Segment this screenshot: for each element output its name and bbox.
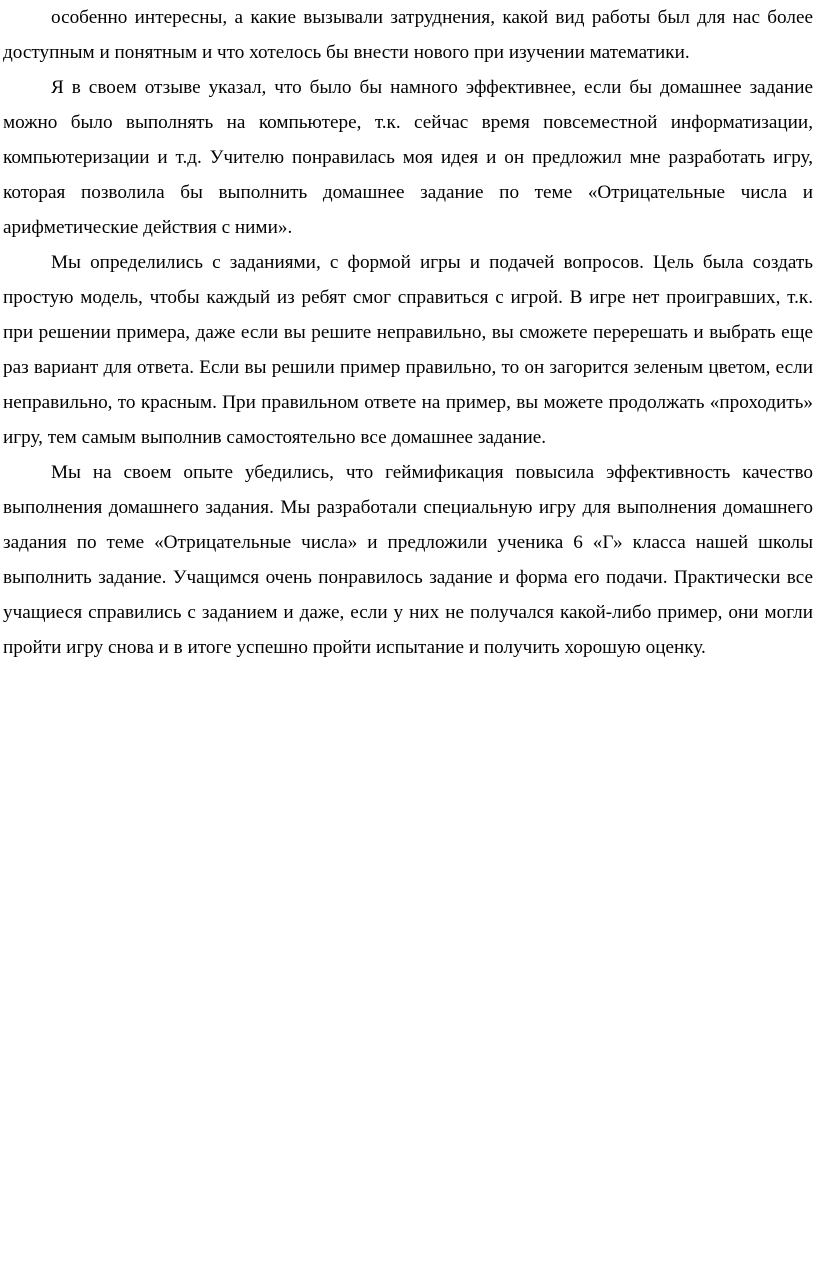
paragraph-continuation: особенно интересны, а какие вызывали затруднения, какой вид работы был для нас более доступным и понятным и что хотелось бы внести нового при изучении математики. — [3, 7, 813, 63]
paragraph-review-idea: Я в своем отзыве указал, что было бы намного эффективнее, если бы домашнее задание можно было выполнять на компьютере, т.к. сейчас время повсеместной информатизации, компьютеризации и т.д. Учителю понравилась моя идея и он предложил мне разработать игру, которая позволила бы выполнить домашнее задание по теме «Отрицательные числа и арифметические действия с ними». — [3, 77, 813, 238]
paragraph-gamification-results: Мы на своем опыте убедились, что геймификация повысила эффективность качество выполнения домашнего задания. Мы разработали специальную игру для выполнения домашнего задания по теме «Отрицательные числа» и предложили ученика 6 «Г» класса нашей школы выполнить задание. Учащимся очень понравилось задание и форма его подачи. Практически все учащиеся справились с заданием и даже, если у них не получался какой-либо пример, они могли пройти игру снова и в итоге успешно пройти испытание и получить хорошую оценку. — [3, 462, 813, 658]
paragraph-game-design: Мы определились с заданиями, с формой игры и подачей вопросов. Цель была создать простую модель, чтобы каждый из ребят смог справиться с игрой. В игре нет проигравших, т.к. при решении примера, даже если вы решите неправильно, вы сможете перерешать и выбрать еще раз вариант для ответа. Если вы решили пример правильно, то он загорится зеленым цветом, если неправильно, то красным. При правильном ответе на пример, вы можете продолжать «проходить» игру, тем самым выполнив самостоятельно все домашнее задание. — [3, 252, 813, 448]
body-text — [3, 0, 813, 665]
